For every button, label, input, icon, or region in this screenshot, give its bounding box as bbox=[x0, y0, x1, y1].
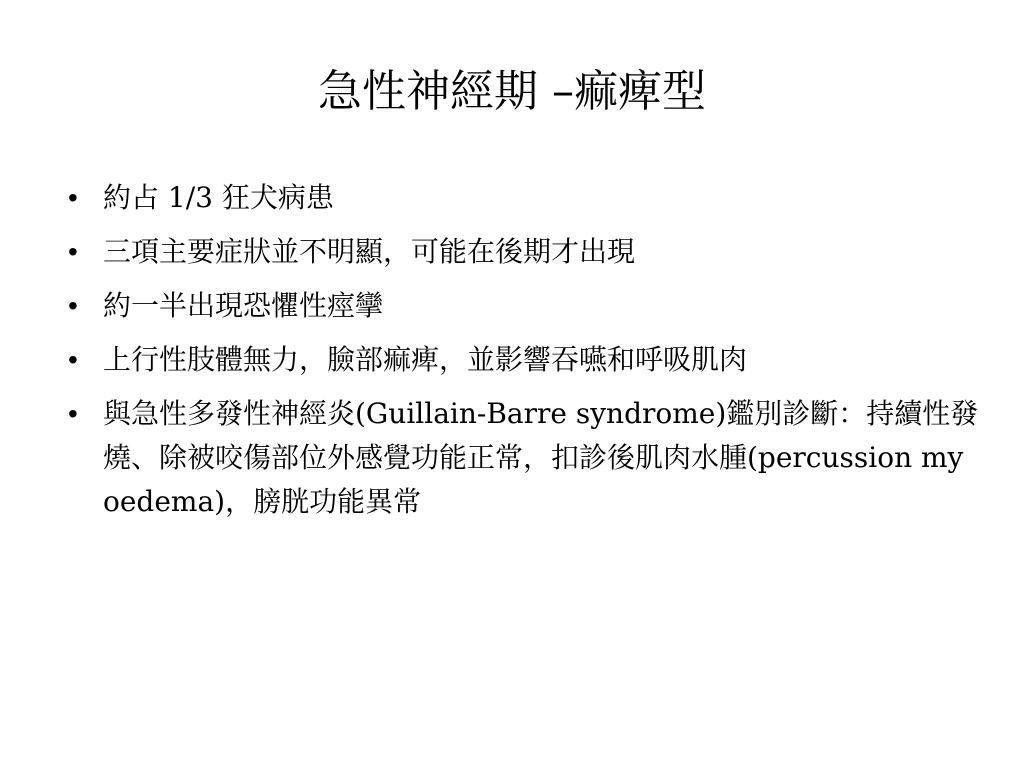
bullet-item-2 bbox=[60, 230, 980, 274]
bullet-item-1 bbox=[60, 176, 980, 220]
bullet-text: 與急性多發性神經炎(Guillain-Barre syndrome)鑑別診斷：持續性發燒、除被咬傷部位外感覺功能正常，扣診後肌肉水腫(percussion myoedema)，膀胱功能異常 bbox=[103, 397, 979, 518]
bullet-text: 三項主要症狀並不明顯，可能在後期才出現 bbox=[103, 235, 636, 268]
bullet-marker: • bbox=[68, 344, 78, 375]
bullet-item-5 bbox=[60, 392, 980, 524]
bullet-text: 約占 1/3 狂犬病患 bbox=[103, 181, 334, 214]
bullet-text: 上行性肢體無力，臉部痲痺，並影響吞嚥和呼吸肌肉 bbox=[103, 343, 748, 376]
bullet-list bbox=[60, 176, 980, 534]
bullet-item-3 bbox=[60, 284, 980, 328]
bullet-marker: • bbox=[68, 290, 78, 321]
bullet-marker: • bbox=[68, 182, 78, 213]
bullet-marker: • bbox=[68, 236, 78, 267]
slide-title: 急性神經期 –痲痺型 bbox=[318, 66, 706, 117]
bullet-item-4 bbox=[60, 338, 980, 382]
bullet-marker: • bbox=[68, 398, 78, 429]
bullet-text: 約一半出現恐懼性痙攣 bbox=[103, 289, 384, 322]
